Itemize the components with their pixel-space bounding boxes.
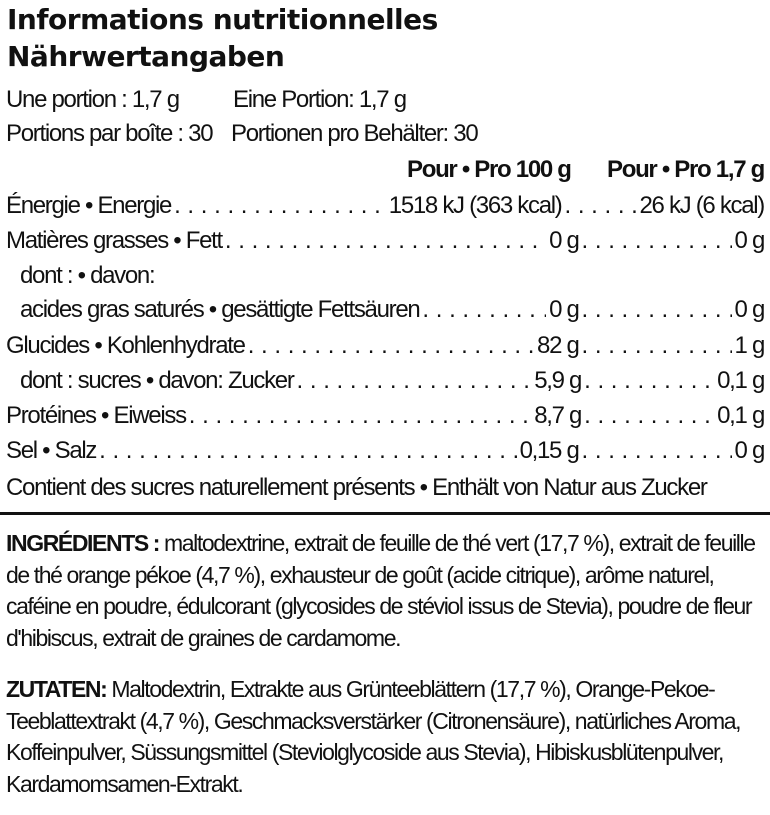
leader-dots [174, 194, 386, 218]
value-per-serving: 0 g [734, 437, 764, 464]
ingredients-line: Koffeinpulver, Süssungsmittel (Steviolglycoside aus Stevia), Hibiskusblütenpulver, [6, 739, 724, 765]
sugar-footnote: Contient des sucres naturellement présents • Enthält von Natur aus Zucker [6, 474, 707, 501]
value-per-100g: 0 g [549, 227, 579, 254]
value-per-serving: 0 g [734, 296, 764, 323]
nutrient-row-protein [6, 404, 764, 434]
leader-dots [582, 334, 732, 358]
ingredients-line: INGRÉDIENTS : maltodextrine, extrait de feuille de thé vert (17,7 %), extrait de feuille [6, 530, 755, 556]
value-per-100g: 0 g [549, 296, 579, 323]
nutrient-row-fat [6, 229, 764, 259]
nutrient-label: Énergie • Energie [6, 192, 172, 219]
leader-dots [225, 229, 546, 253]
nutrient-label: Matières grasses • Fett [6, 227, 222, 254]
nutrient-label: Glucides • Kohlenhydrate [6, 332, 245, 359]
value-per-serving: 1 g [734, 332, 764, 359]
nutrient-row-saturated-fat [20, 298, 764, 328]
nutrient-label: Sel • Salz [6, 437, 97, 464]
value-per-serving: 0,1 g [717, 367, 764, 394]
value-per-100g: 0,15 g [519, 437, 579, 464]
leader-dots [584, 369, 714, 393]
nutrient-label: dont : • davon: [20, 262, 155, 289]
value-per-serving: 0,1 g [717, 402, 764, 429]
leader-dots [248, 334, 534, 358]
nutrient-row-sugars [20, 369, 764, 399]
ingredients-line: caféine en poudre, édulcorant (glycosides de stéviol issus de Stevia), poudre de fleur [6, 593, 752, 619]
column-header-per-serving: Pour • Pro 1,7 g [607, 156, 764, 183]
title-french: Informations nutritionnelles [7, 3, 438, 36]
nutrient-row-salt [6, 439, 764, 469]
column-header-per-100g: Pour • Pro 100 g [407, 156, 571, 183]
leader-dots [564, 194, 636, 218]
ingredients-german [6, 674, 766, 800]
value-per-100g: 5,9 g [534, 367, 582, 394]
value-per-100g: 8,7 g [534, 402, 582, 429]
ingredients-line: ZUTATEN: Maltodextrin, Extrakte aus Grünteeblättern (17,7 %), Orange-Pekoe- [6, 676, 715, 702]
serving-size-de: Eine Portion: 1,7 g [233, 86, 406, 113]
ingredients-heading: INGRÉDIENTS : [6, 530, 160, 556]
ingredients-line: Kardamomsamen-Extrakt. [6, 770, 243, 797]
servings-per-box-fr: Portions par boîte : 30 [6, 120, 213, 147]
ingredients-line: Teeblattextrakt (4,7 %), Geschmacksverstärker (Citronensäure), natürliches Aroma, [6, 707, 741, 734]
section-divider [0, 512, 770, 515]
nutrient-label: Protéines • Eiweiss [6, 402, 186, 429]
nutrient-row-energy [6, 194, 764, 224]
nutrient-row-of-which [20, 264, 764, 294]
value-per-serving: 26 kJ (6 kcal) [639, 192, 764, 219]
nutrient-row-carbohydrates [6, 334, 764, 364]
servings-per-box-de: Portionen pro Behälter: 30 [231, 120, 478, 147]
nutrient-label: acides gras saturés • gesättigte Fettsäuren [20, 296, 420, 323]
ingredients-french [6, 528, 766, 654]
leader-dots [582, 439, 732, 463]
nutrient-label: dont : sucres • davon: Zucker [20, 367, 294, 394]
ingredients-line: d'hibiscus, extrait de graines de cardamome. [6, 624, 401, 651]
value-per-100g: 1518 kJ (363 kcal) [388, 192, 562, 219]
ingredients-line: de thé orange pékoe (4,7 %), exhausteur de goût (acide citrique), arôme naturel, [6, 561, 714, 588]
value-per-100g: 82 g [537, 332, 579, 359]
title-german: Nährwertangaben [7, 40, 285, 73]
ingredients-heading: ZUTATEN: [6, 676, 107, 702]
leader-dots [584, 404, 714, 428]
leader-dots [582, 298, 732, 322]
serving-size-fr: Une portion : 1,7 g [6, 86, 179, 113]
leader-dots [189, 404, 531, 428]
leader-dots [297, 369, 532, 393]
leader-dots [99, 439, 516, 463]
value-per-serving: 0 g [734, 227, 764, 254]
leader-dots [422, 298, 546, 322]
leader-dots [582, 229, 732, 253]
